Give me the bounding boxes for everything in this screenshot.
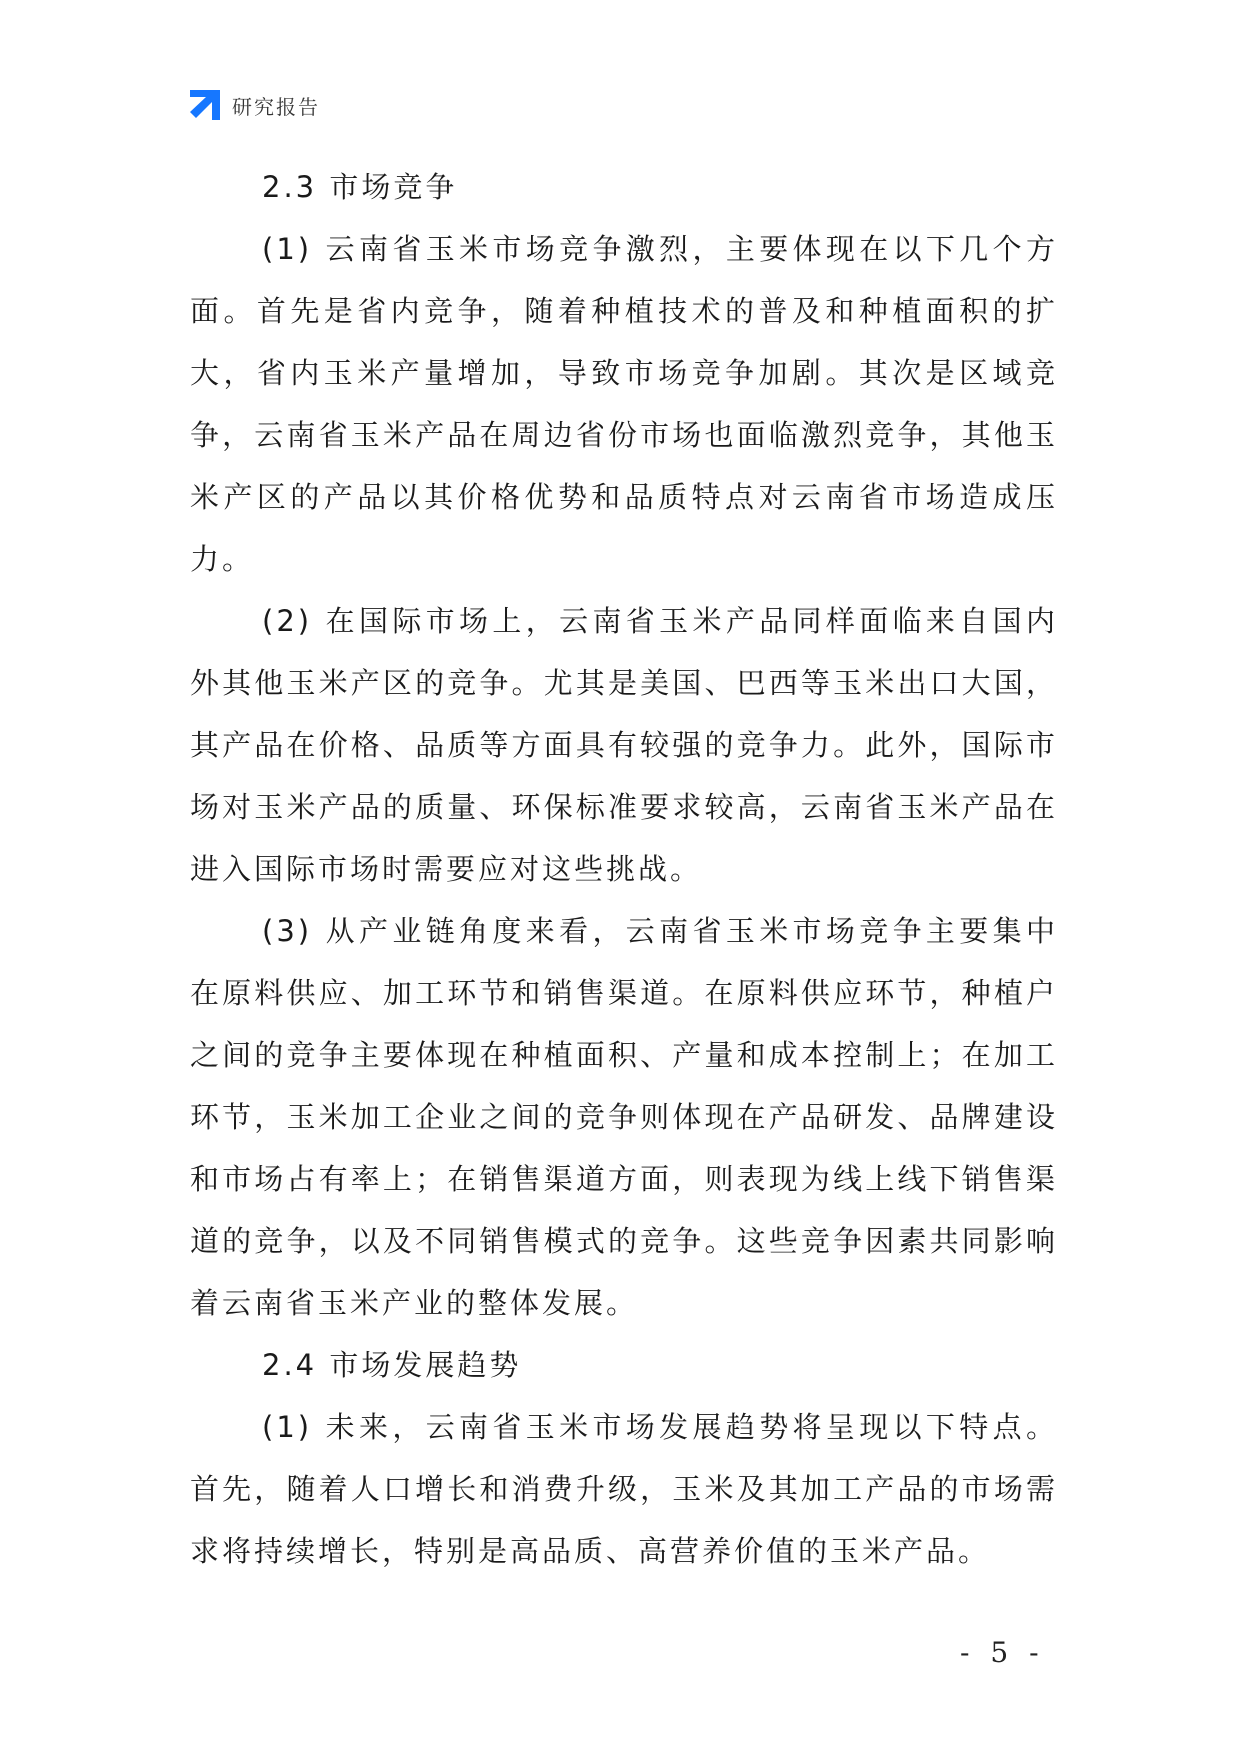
page-number: - 5 - <box>960 1636 1045 1669</box>
header-title: 研究报告 <box>232 94 320 119</box>
paragraph-2-3-3: (3) 从产业链角度来看，云南省玉米市场竞争主要集中在原料供应、加工环节和销售渠道。在原料供应环节，种植户之间的竞争主要体现在种植面积、产量和成本控制上；在加工环节，玉米加工企业之间的竞争则体现在产品研发、品牌建设和市场占有率上；在销售渠道方面，则表现为线上线下销售渠道的竞争，以及不同销售模式的竞争。这些竞争因素共同影响着云南省玉米产业的整体发展。 <box>190 914 1058 1320</box>
paragraph-2-3-1: (1) 云南省玉米市场竞争激烈，主要体现在以下几个方面。首先是省内竞争，随着种植技术的普及和种植面积的扩大，省内玉米产量增加，导致市场竞争加剧。其次是区域竞争，云南省玉米产品在周边省份市场也面临激烈竞争，其他玉米产区的产品以其价格优势和品质特点对云南省市场造成压力。 <box>190 232 1058 576</box>
page-header <box>188 87 320 123</box>
section-heading-2-3: 2.3 市场竞争 <box>262 170 458 204</box>
arrow-up-right-icon <box>188 88 222 122</box>
paragraph-2-4-1: (1) 未来，云南省玉米市场发展趋势将呈现以下特点。首先，随着人口增长和消费升级，玉米及其加工产品的市场需求将持续增长，特别是高品质、高营养价值的玉米产品。 <box>190 1410 1058 1568</box>
paragraph-2-3-2: (2) 在国际市场上，云南省玉米产品同样面临来自国内外其他玉米产区的竞争。尤其是美国、巴西等玉米出口大国，其产品在价格、品质等方面具有较强的竞争力。此外，国际市场对玉米产品的质量、环保标准要求较高，云南省玉米产品在进入国际市场时需要应对这些挑战。 <box>190 604 1058 886</box>
document-body <box>190 156 1058 1582</box>
section-heading-2-4: 2.4 市场发展趋势 <box>262 1348 522 1382</box>
